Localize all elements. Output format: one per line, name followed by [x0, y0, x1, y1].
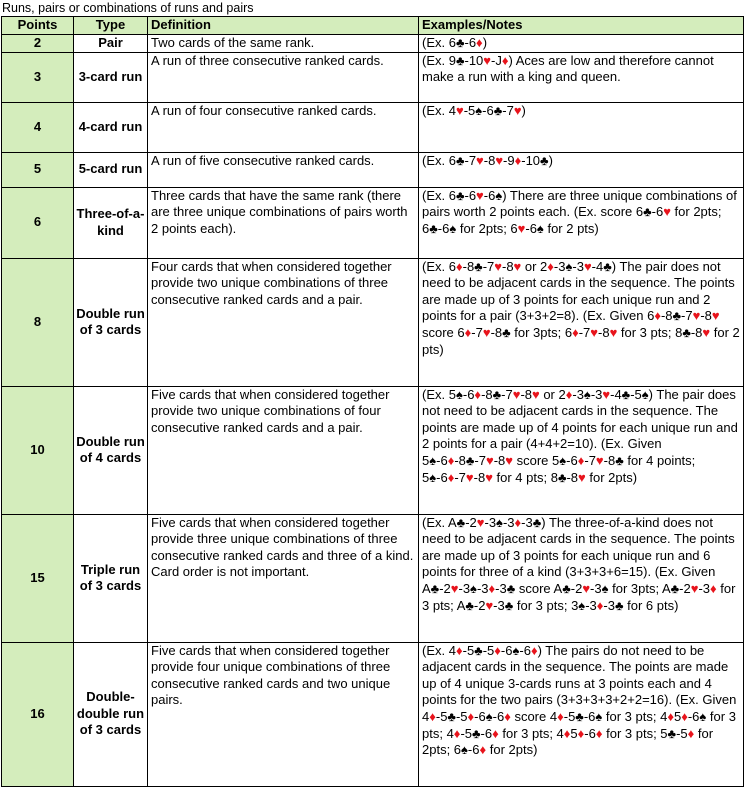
- examples-cell: (Ex. 4♦-5♣-5♦-6♠-6♦) The pairs do not need to be adjacent cards in the sequence. The points are made up of 4 unique 3-cards runs at 3 points each and 4 points for the two pairs (3+3+3+3+2+2=16). (Ex. Given 4♦-5♣-5♦-6♠-6♦ score 4♦-5♣-6♠ for 3 pts; 4♦5♦-6♠ for 3 pts; 4♦-5♣-6♦ for 3 pts; 4♦5♦-6♦ for 3 pts; 5♣-5♦ for 2pts; 6♠-6♦ for 2pts): [419, 642, 744, 786]
- heart-suit-icon: ♥: [582, 580, 591, 596]
- table-caption: Runs, pairs or combinations of runs and pairs: [2, 1, 254, 15]
- heart-suit-icon: ♥: [692, 308, 701, 324]
- examples-cell: (Ex. A♣-2♥-3♠-3♦-3♣) The three-of-a-kind does not need to be adjacent cards in the sequence. The points are made up of 3 points for each unique run and 6 points for three of a kind (3+3+3+6=15). (Ex. Given A♣-2♥-3♠-3♦-3♣ score A♣-2♥-3♠ for 3pts; A♣-2♥-3♦ for 3 pts; A♣-2♥-3♣ for 3 pts; 3♠-3♦-3♣ for 6 pts): [419, 514, 744, 642]
- type-cell: Three-of-a-kind: [74, 187, 148, 258]
- scoring-table: [1, 16, 744, 787]
- heart-suit-icon: ♥: [690, 580, 699, 596]
- type-cell: 5-card run: [74, 152, 148, 187]
- definition-cell: Five cards that when considered together provide three unique combinations of three consecutive ranked cards and three of a kind. Card order is not important.: [148, 514, 419, 642]
- heart-suit-icon: ♥: [476, 514, 485, 530]
- heart-suit-icon: ♥: [482, 324, 491, 340]
- table-row: [2, 386, 744, 514]
- diamond-suit-icon: ♦: [530, 642, 538, 658]
- header-points: Points: [2, 17, 74, 35]
- table-row: [2, 258, 744, 386]
- heart-suit-icon: ♥: [578, 469, 586, 485]
- heart-suit-icon: ♥: [711, 308, 720, 324]
- heart-suit-icon: ♥: [450, 580, 459, 596]
- diamond-suit-icon: ♦: [514, 152, 522, 168]
- definition-cell: Five cards that when considered together provide two unique combinations of four consecutive ranked cards and a pair.: [148, 386, 419, 514]
- heart-suit-icon: ♥: [505, 452, 513, 468]
- examples-cell: (Ex. 6♣-6♥-6♠) There are three unique combinations of pairs worth 2 points each. (Ex. score 6♣-6♥ for 2pts; 6♣-6♠ for 2pts; 6♥-6♠ for 2 pts): [419, 187, 744, 258]
- diamond-suit-icon: ♦: [654, 308, 661, 324]
- points-cell: 5: [2, 152, 74, 187]
- points-cell: 15: [2, 514, 74, 642]
- heart-suit-icon: ♥: [494, 258, 502, 274]
- table-row: [2, 152, 744, 187]
- heart-suit-icon: ♥: [590, 324, 598, 340]
- diamond-suit-icon: ♦: [577, 452, 585, 468]
- diamond-suit-icon: ♦: [501, 52, 509, 68]
- type-cell: Double-double run of 3 cards: [74, 642, 148, 786]
- points-cell: 16: [2, 642, 74, 786]
- diamond-suit-icon: ♦: [563, 725, 571, 741]
- heart-suit-icon: ♥: [476, 152, 484, 168]
- type-cell: Triple run of 3 cards: [74, 514, 148, 642]
- points-cell: 10: [2, 386, 74, 514]
- diamond-suit-icon: ♦: [557, 708, 564, 724]
- points-cell: 4: [2, 102, 74, 152]
- definition-cell: A run of four consecutive ranked cards.: [148, 102, 419, 152]
- heart-suit-icon: ♥: [583, 258, 592, 274]
- heart-suit-icon: ♥: [483, 52, 491, 68]
- heart-suit-icon: ♥: [702, 324, 711, 340]
- diamond-suit-icon: ♦: [474, 386, 482, 402]
- examples-cell: (Ex. 6♣-6♦): [419, 35, 744, 53]
- header-type: Type: [74, 17, 148, 35]
- diamond-suit-icon: ♦: [681, 708, 688, 724]
- examples-cell: (Ex. 4♥-5♠-6♣-7♥): [419, 102, 744, 152]
- type-cell: 3-card run: [74, 52, 148, 102]
- examples-cell: (Ex. 9♣-10♥-J♦) Aces are low and therefore cannot make a run with a king and queen.: [419, 52, 744, 102]
- points-cell: 6: [2, 187, 74, 258]
- diamond-suit-icon: ♦: [514, 514, 522, 530]
- diamond-suit-icon: ♦: [595, 725, 603, 741]
- definition-cell: A run of five consecutive ranked cards.: [148, 152, 419, 187]
- points-cell: 8: [2, 258, 74, 386]
- diamond-suit-icon: ♦: [447, 469, 455, 485]
- heart-suit-icon: ♥: [513, 258, 522, 274]
- table-row: [2, 514, 744, 642]
- heart-suit-icon: ♥: [486, 452, 494, 468]
- diamond-suit-icon: ♦: [577, 725, 585, 741]
- heart-suit-icon: ♥: [602, 386, 611, 402]
- definition-cell: Three cards that have the same rank (there are three unique combinations of pairs worth 2 points each).: [148, 187, 419, 258]
- diamond-suit-icon: ♦: [479, 742, 487, 758]
- diamond-suit-icon: ♦: [455, 258, 463, 274]
- diamond-suit-icon: ♦: [494, 642, 501, 658]
- table-row: [2, 187, 744, 258]
- heart-suit-icon: ♥: [513, 102, 522, 118]
- header-row: [2, 17, 744, 35]
- diamond-suit-icon: ♦: [710, 580, 717, 596]
- heart-suit-icon: ♥: [609, 324, 618, 340]
- diamond-suit-icon: ♦: [429, 708, 436, 724]
- examples-cell: (Ex. 6♣-7♥-8♥-9♦-10♣): [419, 152, 744, 187]
- diamond-suit-icon: ♦: [453, 725, 461, 741]
- heart-suit-icon: ♥: [485, 597, 494, 613]
- heart-suit-icon: ♥: [663, 204, 671, 220]
- diamond-suit-icon: ♦: [547, 258, 554, 274]
- heart-suit-icon: ♥: [495, 152, 504, 168]
- header-definition: Definition: [148, 17, 419, 35]
- diamond-suit-icon: ♦: [488, 580, 496, 596]
- diamond-suit-icon: ♦: [572, 324, 579, 340]
- definition-cell: A run of three consecutive ranked cards.: [148, 52, 419, 102]
- diamond-suit-icon: ♦: [455, 642, 463, 658]
- table-row: [2, 35, 744, 53]
- diamond-suit-icon: ♦: [504, 708, 511, 724]
- type-cell: Pair: [74, 35, 148, 53]
- definition-cell: Two cards of the same rank.: [148, 35, 419, 53]
- type-cell: Double run of 3 cards: [74, 258, 148, 386]
- type-cell: Double run of 4 cards: [74, 386, 148, 514]
- diamond-suit-icon: ♦: [467, 708, 475, 724]
- table-row: [2, 642, 744, 786]
- diamond-suit-icon: ♦: [667, 708, 674, 724]
- points-cell: 2: [2, 35, 74, 53]
- table-row: [2, 102, 744, 152]
- diamond-suit-icon: ♦: [447, 452, 455, 468]
- diamond-suit-icon: ♦: [476, 35, 483, 50]
- heart-suit-icon: ♥: [532, 386, 540, 402]
- examples-cell: (Ex. 6♦-8♣-7♥-8♥ or 2♦-3♠-3♥-4♣) The pair does not need to be adjacent cards in the sequence. The points are made up of 3 points for each unique run and 2 points for a pair (3+3+2=8). (Ex. Given 6♦-8♣-7♥-8♥ score 6♦-7♥-8♣ for 3pts; 6♦-7♥-8♥ for 3 pts; 8♣-8♥ for 2 pts): [419, 258, 744, 386]
- definition-cell: Five cards that when considered together provide four unique combinations of three consecutive ranked cards and two unique pairs.: [148, 642, 419, 786]
- diamond-suit-icon: ♦: [687, 725, 695, 741]
- heart-suit-icon: ♥: [595, 452, 604, 468]
- type-cell: 4-card run: [74, 102, 148, 152]
- diamond-suit-icon: ♦: [464, 324, 472, 340]
- table-row: [2, 52, 744, 102]
- examples-cell: (Ex. 5♠-6♦-8♣-7♥-8♥ or 2♦-3♠-3♥-4♣-5♠) The pair does not need to be adjacent cards in the sequence. The points are made up of 4 points for each unique run and 2 points for a pair (4+4+2=10). (Ex. Given 5♠-6♦-8♣-7♥-8♥ score 5♠-6♦-7♥-8♣ for 4 points; 5♠-6♦-7♥-8♥ for 4 pts; 8♣-8♥ for 2pts): [419, 386, 744, 514]
- heart-suit-icon: ♥: [455, 102, 464, 118]
- definition-cell: Four cards that when considered together provide two unique combinations of three consecutive ranked cards and a pair.: [148, 258, 419, 386]
- diamond-suit-icon: ♦: [492, 725, 499, 741]
- heart-suit-icon: ♥: [512, 386, 521, 402]
- header-examples: Examples/Notes: [419, 17, 744, 35]
- points-cell: 3: [2, 52, 74, 102]
- heart-suit-icon: ♥: [476, 187, 484, 203]
- heart-suit-icon: ♥: [517, 220, 526, 236]
- heart-suit-icon: ♥: [485, 469, 493, 485]
- heart-suit-icon: ♥: [465, 469, 474, 485]
- diamond-suit-icon: ♦: [596, 597, 604, 613]
- diamond-suit-icon: ♦: [565, 386, 573, 402]
